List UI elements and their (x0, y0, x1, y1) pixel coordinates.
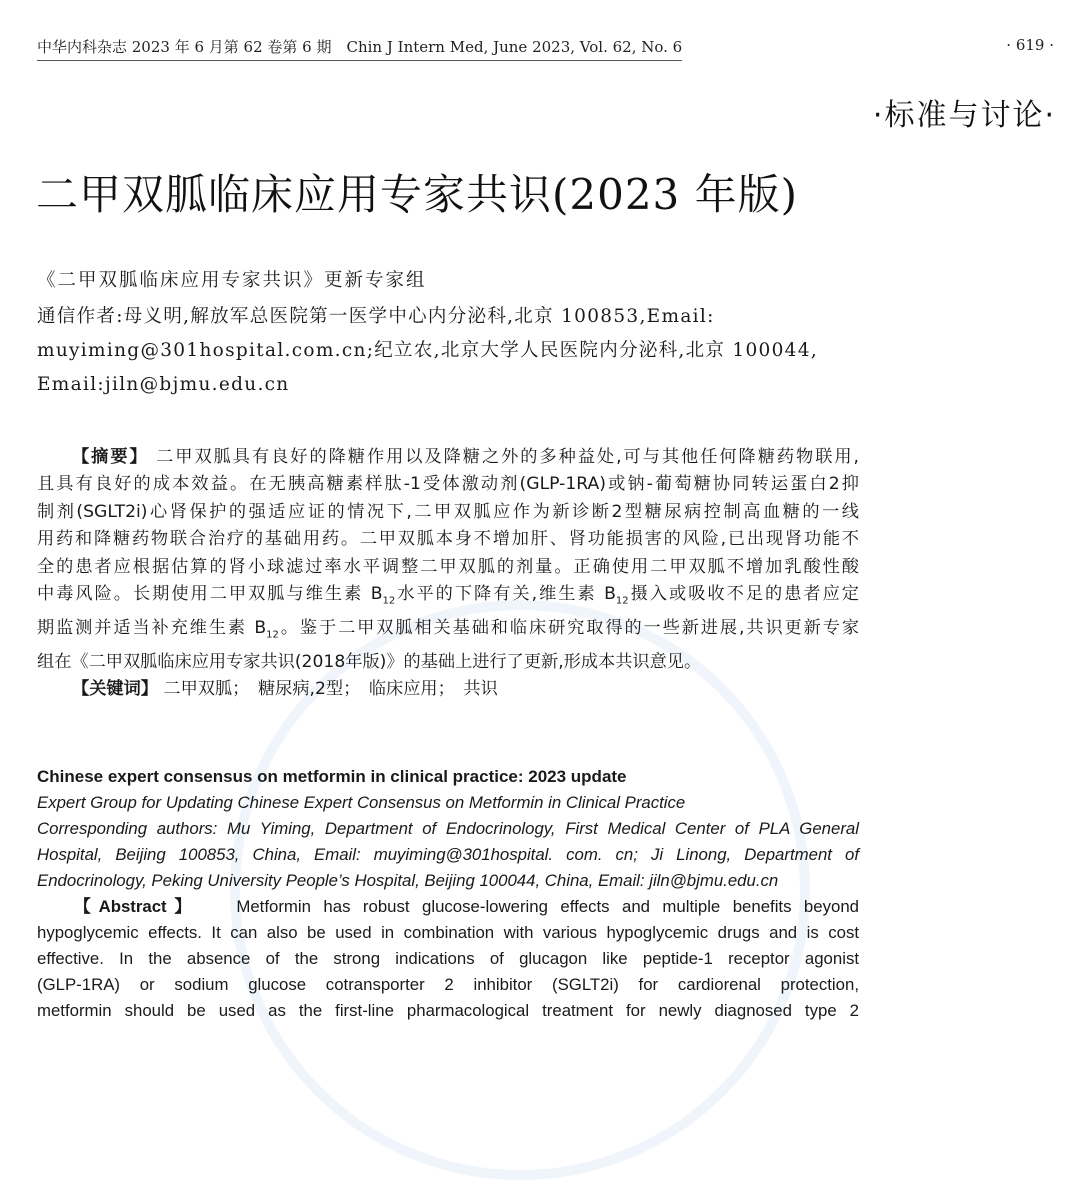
en-abstract-line: metformin should be used as the first-line pharmacological treatment for newly diagnosed type 2 (37, 1001, 859, 1020)
en-abstract-label: 【Abstract】 (74, 897, 200, 916)
en-abstract-line: 【Abstract】 Metformin has robust glucose-lowering effects and multiple benefits beyond (74, 897, 859, 916)
en-author-group: Expert Group for Updating Chinese Expert Consensus on Metformin in Clinical Practice (37, 793, 686, 812)
zh-abstract-line: 【摘要】 二甲双胍具有良好的降糖作用以及降糖之外的多种益处,可与其他任何降糖药物联用, (72, 447, 859, 467)
zh-abstract-line: 期监测并适当补充维生素 $B_{12}$。鉴于二甲双胍相关基础和临床研究取得的一些新进展,共识更新专家 (37, 617, 860, 641)
zh-corr-line: 通信作者:母义明,解放军总医院第一医学中心内分泌科,北京 100853,Email: (37, 306, 715, 327)
zh-abstract-line: 制剂(SGLT2i)心肾保护的强适应证的情况下,二甲双胍应作为新诊断2型糖尿病控制高血糖的一线 (37, 501, 859, 522)
zh-author-group: 《二甲双胍临床应用专家共识》更新专家组 (37, 270, 427, 291)
page-number: · 619 · (1006, 36, 1054, 54)
article-title: 二甲双胍临床应用专家共识(2023 年版) (36, 170, 799, 219)
en-abstract-line: hypoglycemic effects. It can also be used in combination with various hypoglycemic drugs and is cost (37, 923, 859, 942)
journal-header: 中华内科杂志 2023 年 6 月第 62 卷第 6 期 Chin J Intern Med, June 2023, Vol. 62, No. 6 (37, 36, 682, 61)
zh-corr-line: muyiming@301hospital.com.cn;纪立农,北京大学人民医院内分泌科,北京 100044, (37, 340, 818, 361)
zh-keywords: 【关键词】 二甲双胍； 糖尿病,2型； 临床应用； 共识 (72, 679, 498, 700)
en-abstract-line: (GLP-1RA) or sodium glucose cotransporter 2 inhibitor (SGLT2i) for cardiorenal protection, (37, 975, 859, 994)
en-abstract-line: effective. In the absence of the strong indications of glucagon like peptide-1 receptor agonist (37, 949, 859, 968)
en-corr-line: Corresponding authors: Mu Yiming, Department of Endocrinology, First Medical Center of PLA General (37, 819, 859, 838)
zh-abstract-line: 用药和降糖药物联合治疗的基础用药。二甲双胍本身不增加肝、肾功能损害的风险,已出现肾功能不 (37, 529, 859, 550)
en-section (37, 764, 859, 1024)
zh-corresponding-authors (37, 300, 857, 402)
en-corr-line: Hospital, Beijing 100853, China, Email: muyiming@301hospital. com. cn; Ji Linong, Department of (37, 845, 859, 864)
zh-abstract-line: 且具有良好的成本效益。在无胰高糖素样肽-1受体激动剂(GLP-1RA)或钠-葡萄糖协同转运蛋白2抑 (37, 474, 859, 495)
zh-abstract (37, 444, 859, 704)
en-title: Chinese expert consensus on metformin in clinical practice: 2023 update (37, 767, 627, 786)
zh-corr-line: Email:jiln@bjmu.edu.cn (37, 374, 290, 395)
zh-abstract-line: 中毒风险。长期使用二甲双胍与维生素 $B_{12}$水平的下降有关,维生素 $B_{12}$摄入或吸收不足的患者应定 (37, 584, 859, 607)
en-corr-line: Endocrinology, Peking University People’s Hospital, Beijing 100044, China, Email: jiln@bjmu.edu.cn (37, 871, 779, 890)
zh-abstract-line: 组在《二甲双胍临床应用专家共识(2018年版)》的基础上进行了更新,形成本共识意见。 (37, 651, 702, 672)
zh-abstract-line: 全的患者应根据估算的肾小球滤过率水平调整二甲双胍的剂量。正确使用二甲双胍不增加乳酸性酸 (37, 556, 859, 577)
section-tag: ·标准与讨论· (872, 98, 1056, 133)
zh-keywords-label: 【关键词】 (72, 679, 158, 700)
zh-abstract-label: 【摘要】 (72, 447, 149, 467)
